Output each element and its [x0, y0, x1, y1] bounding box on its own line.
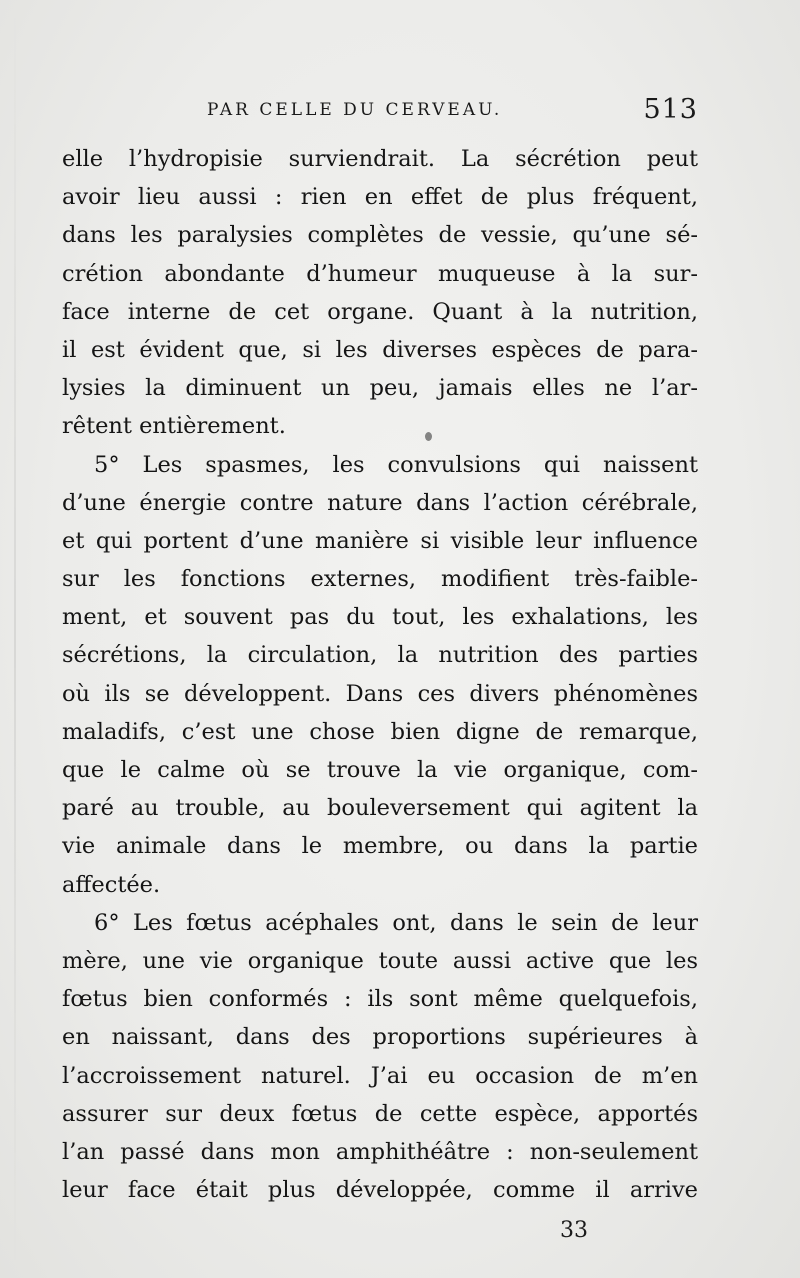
signature-mark: 33 — [560, 1218, 588, 1243]
body-text — [62, 140, 698, 1209]
text-line: l’accroissement naturel. J’ai eu occasion de m’en — [62, 1062, 698, 1089]
text-line: il est évident que, si les diverses espèces de para- — [62, 336, 698, 363]
page-header — [62, 94, 698, 134]
text-line: où ils se développent. Dans ces divers phénomènes — [62, 680, 698, 707]
text-line: vie animale dans le membre, ou dans la partie — [62, 833, 698, 860]
text-line: sur les fonctions externes, modifient très-faible- — [62, 566, 698, 593]
text-line: lysies la diminuent un peu, jamais elles ne l’ar- — [62, 375, 698, 402]
text-line: leur face était plus développée, comme il arrive — [62, 1177, 698, 1204]
text-line: mère, une vie organique toute aussi active que les — [62, 947, 698, 974]
paragraph-start-line: 6° Les fœtus acéphales ont, dans le sein de leur — [94, 909, 698, 936]
text-line: en naissant, dans des proportions supérieures à — [62, 1024, 698, 1051]
text-line: l’an passé dans mon amphithéâtre : non-seulement — [62, 1138, 698, 1165]
text-line: et qui portent d’une manière si visible leur influence — [62, 527, 698, 554]
text-line: paré au trouble, au bouleversement qui agitent la — [62, 795, 698, 822]
text-line: maladifs, c’est une chose bien digne de remarque, — [62, 718, 698, 745]
ink-speck — [425, 432, 432, 441]
text-line: assurer sur deux fœtus de cette espèce, apportés — [62, 1100, 698, 1127]
text-line: d’une énergie contre nature dans l’action cérébrale, — [62, 489, 698, 516]
running-head: PAR CELLE DU CERVEAU. — [207, 100, 503, 120]
text-line: crétion abondante d’humeur muqueuse à la sur- — [62, 260, 698, 287]
text-line: ment, et souvent pas du tout, les exhalations, les — [62, 604, 698, 631]
text-line: face interne de cet organe. Quant à la nutrition, — [62, 298, 698, 325]
paragraph-start-line: 5° Les spasmes, les convulsions qui naissent — [94, 451, 698, 478]
text-line: que le calme où se trouve la vie organique, com- — [62, 757, 698, 783]
text-line: avoir lieu aussi : rien en effet de plus fréquent, — [62, 184, 698, 211]
page-number: 513 — [643, 94, 698, 125]
text-line: sécrétions, la circulation, la nutrition des parties — [62, 642, 698, 669]
text-line: rêtent entièrement. — [62, 413, 286, 440]
text-line: affectée. — [62, 871, 161, 898]
text-line: dans les paralysies complètes de vessie, qu’une sé- — [62, 222, 698, 249]
text-line: elle l’hydropisie surviendrait. La sécrétion peut — [62, 146, 698, 172]
text-line: fœtus bien conformés : ils sont même quelquefois, — [62, 986, 698, 1013]
